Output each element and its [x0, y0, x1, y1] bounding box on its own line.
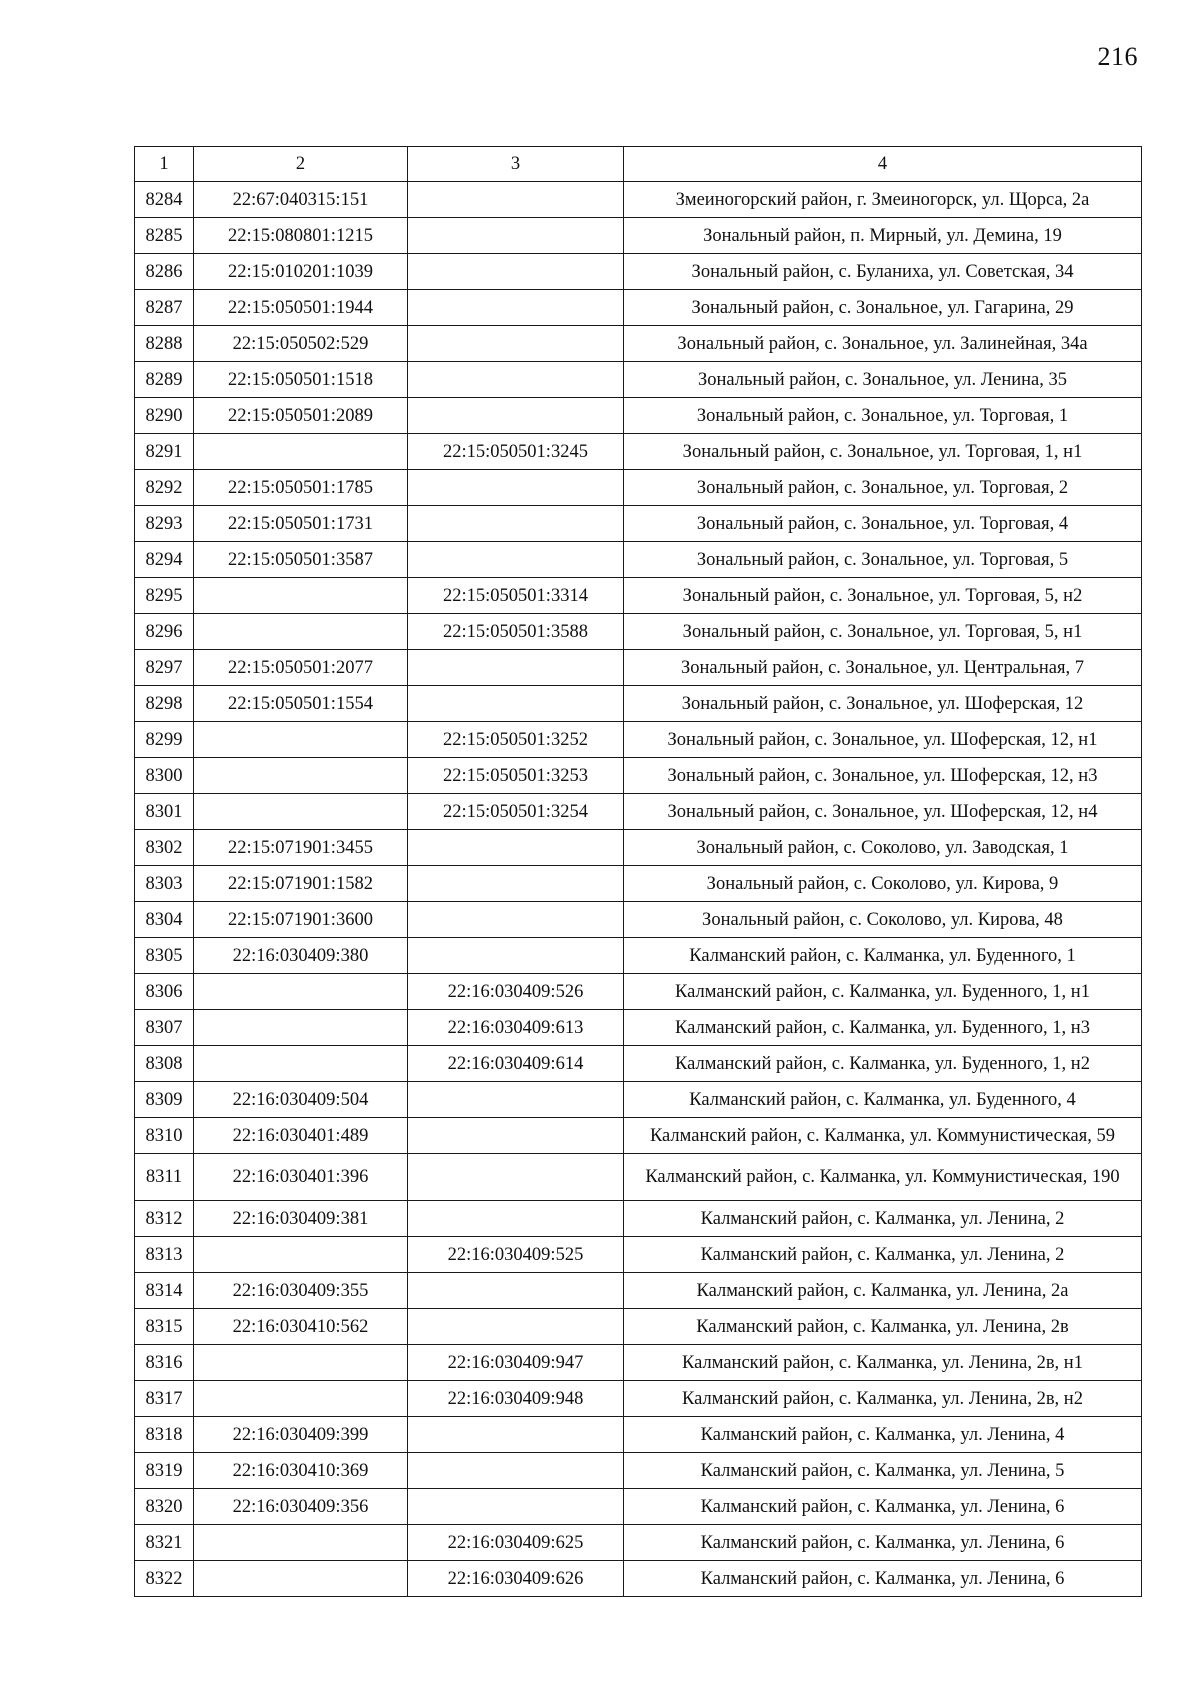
row-number-cell: 8294	[135, 542, 194, 578]
cadastral-number-cell: 22:15:080801:1215	[194, 218, 408, 254]
row-number-cell: 8312	[135, 1201, 194, 1237]
table-row	[135, 830, 1142, 866]
row-number-cell: 8304	[135, 902, 194, 938]
sub-cadastral-number-cell	[408, 686, 624, 722]
address-cell: Зональный район, с. Зональное, ул. Шоферская, 12, н3	[624, 758, 1142, 794]
row-number-cell: 8287	[135, 290, 194, 326]
row-number-cell: 8322	[135, 1561, 194, 1597]
table-row	[135, 326, 1142, 362]
address-cell: Зональный район, с. Зональное, ул. Торговая, 4	[624, 506, 1142, 542]
row-number-cell: 8314	[135, 1273, 194, 1309]
table-row	[135, 650, 1142, 686]
row-number-cell: 8316	[135, 1345, 194, 1381]
address-cell: Зональный район, с. Соколово, ул. Заводская, 1	[624, 830, 1142, 866]
address-cell: Калманский район, с. Калманка, ул. Буденного, 1, н3	[624, 1010, 1142, 1046]
address-cell: Зональный район, с. Зональное, ул. Центральная, 7	[624, 650, 1142, 686]
row-number-cell: 8317	[135, 1381, 194, 1417]
sub-cadastral-number-cell	[408, 1082, 624, 1118]
cadastral-number-cell: 22:15:050501:1518	[194, 362, 408, 398]
row-number-cell: 8319	[135, 1453, 194, 1489]
sub-cadastral-number-cell: 22:15:050501:3245	[408, 434, 624, 470]
table-body	[135, 182, 1142, 1597]
sub-cadastral-number-cell: 22:16:030409:614	[408, 1046, 624, 1082]
row-number-cell: 8313	[135, 1237, 194, 1273]
table-row	[135, 542, 1142, 578]
cadastral-number-cell: 22:15:050501:2077	[194, 650, 408, 686]
table-row	[135, 1237, 1142, 1273]
cadastral-number-cell: 22:15:050501:1944	[194, 290, 408, 326]
row-number-cell: 8310	[135, 1118, 194, 1154]
page-number: 216	[1097, 42, 1138, 71]
row-number-cell: 8289	[135, 362, 194, 398]
address-cell: Калманский район, с. Калманка, ул. Ленина, 2	[624, 1237, 1142, 1273]
address-cell: Калманский район, с. Калманка, ул. Ленина, 2	[624, 1201, 1142, 1237]
row-number-cell: 8290	[135, 398, 194, 434]
address-cell: Змеиногорский район, г. Змеиногорск, ул. Щорса, 2а	[624, 182, 1142, 218]
address-cell: Калманский район, с. Калманка, ул. Коммунистическая, 190	[624, 1154, 1142, 1201]
table-row	[135, 254, 1142, 290]
table-row	[135, 470, 1142, 506]
table-row	[135, 686, 1142, 722]
address-cell: Зональный район, с. Зональное, ул. Торговая, 5, н1	[624, 614, 1142, 650]
address-cell: Калманский район, с. Калманка, ул. Буденного, 1, н1	[624, 974, 1142, 1010]
cadastral-number-cell: 22:15:071901:3455	[194, 830, 408, 866]
table-row	[135, 1525, 1142, 1561]
cadastral-number-cell	[194, 1046, 408, 1082]
row-number-cell: 8292	[135, 470, 194, 506]
table-row	[135, 506, 1142, 542]
cadastral-number-cell: 22:16:030409:381	[194, 1201, 408, 1237]
row-number-cell: 8293	[135, 506, 194, 542]
table-row	[135, 578, 1142, 614]
address-cell: Зональный район, с. Зональное, ул. Торговая, 2	[624, 470, 1142, 506]
sub-cadastral-number-cell: 22:16:030409:947	[408, 1345, 624, 1381]
row-number-cell: 8296	[135, 614, 194, 650]
address-cell: Калманский район, с. Калманка, ул. Буденного, 1, н2	[624, 1046, 1142, 1082]
cadastral-number-cell: 22:15:050501:3587	[194, 542, 408, 578]
table-row	[135, 182, 1142, 218]
row-number-cell: 8298	[135, 686, 194, 722]
address-cell: Зональный район, с. Зональное, ул. Торговая, 1, н1	[624, 434, 1142, 470]
address-cell: Зональный район, с. Зональное, ул. Шоферская, 12, н1	[624, 722, 1142, 758]
sub-cadastral-number-cell: 22:16:030409:525	[408, 1237, 624, 1273]
table-row	[135, 1309, 1142, 1345]
cadastral-number-cell: 22:15:071901:3600	[194, 902, 408, 938]
table-row	[135, 1489, 1142, 1525]
cadastral-number-cell: 22:15:010201:1039	[194, 254, 408, 290]
table-row	[135, 1082, 1142, 1118]
sub-cadastral-number-cell: 22:15:050501:3253	[408, 758, 624, 794]
cadastral-number-cell	[194, 434, 408, 470]
address-cell: Зональный район, с. Зональное, ул. Торговая, 1	[624, 398, 1142, 434]
address-cell: Зональный район, с. Зональное, ул. Торговая, 5, н2	[624, 578, 1142, 614]
cadastral-number-cell: 22:16:030401:396	[194, 1154, 408, 1201]
registry-table	[134, 146, 1142, 1597]
row-number-cell: 8301	[135, 794, 194, 830]
cadastral-number-cell: 22:16:030409:504	[194, 1082, 408, 1118]
sub-cadastral-number-cell	[408, 1118, 624, 1154]
sub-cadastral-number-cell	[408, 866, 624, 902]
row-number-cell: 8284	[135, 182, 194, 218]
table-row	[135, 290, 1142, 326]
header-col-3: 3	[408, 147, 624, 182]
sub-cadastral-number-cell	[408, 470, 624, 506]
sub-cadastral-number-cell	[408, 938, 624, 974]
table-row	[135, 1154, 1142, 1201]
sub-cadastral-number-cell	[408, 1273, 624, 1309]
sub-cadastral-number-cell	[408, 650, 624, 686]
row-number-cell: 8318	[135, 1417, 194, 1453]
sub-cadastral-number-cell: 22:16:030409:948	[408, 1381, 624, 1417]
sub-cadastral-number-cell	[408, 542, 624, 578]
address-cell: Калманский район, с. Калманка, ул. Ленина, 2а	[624, 1273, 1142, 1309]
header-col-2: 2	[194, 147, 408, 182]
table-header	[135, 147, 1142, 182]
table-row	[135, 1010, 1142, 1046]
row-number-cell: 8291	[135, 434, 194, 470]
cadastral-number-cell: 22:15:050501:1554	[194, 686, 408, 722]
sub-cadastral-number-cell	[408, 254, 624, 290]
table-row	[135, 902, 1142, 938]
sub-cadastral-number-cell: 22:15:050501:3314	[408, 578, 624, 614]
table-row	[135, 974, 1142, 1010]
cadastral-number-cell: 22:15:050501:1731	[194, 506, 408, 542]
sub-cadastral-number-cell	[408, 902, 624, 938]
row-number-cell: 8307	[135, 1010, 194, 1046]
cadastral-number-cell: 22:15:050502:529	[194, 326, 408, 362]
address-cell: Зональный район, п. Мирный, ул. Демина, 19	[624, 218, 1142, 254]
sub-cadastral-number-cell	[408, 362, 624, 398]
cadastral-number-cell: 22:16:030409:399	[194, 1417, 408, 1453]
cadastral-number-cell	[194, 614, 408, 650]
sub-cadastral-number-cell: 22:16:030409:613	[408, 1010, 624, 1046]
cadastral-number-cell	[194, 1345, 408, 1381]
table-row	[135, 722, 1142, 758]
row-number-cell: 8309	[135, 1082, 194, 1118]
cadastral-number-cell: 22:16:030409:355	[194, 1273, 408, 1309]
table-row	[135, 1201, 1142, 1237]
row-number-cell: 8320	[135, 1489, 194, 1525]
cadastral-number-cell: 22:16:030410:369	[194, 1453, 408, 1489]
address-cell: Зональный район, с. Зональное, ул. Гагарина, 29	[624, 290, 1142, 326]
header-row	[135, 147, 1142, 182]
row-number-cell: 8285	[135, 218, 194, 254]
sub-cadastral-number-cell	[408, 1201, 624, 1237]
address-cell: Калманский район, с. Калманка, ул. Ленина, 5	[624, 1453, 1142, 1489]
row-number-cell: 8286	[135, 254, 194, 290]
header-col-4: 4	[624, 147, 1142, 182]
address-cell: Калманский район, с. Калманка, ул. Буденного, 4	[624, 1082, 1142, 1118]
address-cell: Зональный район, с. Соколово, ул. Кирова, 48	[624, 902, 1142, 938]
table-row	[135, 1046, 1142, 1082]
address-cell: Зональный район, с. Зональное, ул. Залинейная, 34а	[624, 326, 1142, 362]
address-cell: Калманский район, с. Калманка, ул. Ленина, 6	[624, 1489, 1142, 1525]
sub-cadastral-number-cell	[408, 1489, 624, 1525]
row-number-cell: 8321	[135, 1525, 194, 1561]
sub-cadastral-number-cell: 22:15:050501:3254	[408, 794, 624, 830]
row-number-cell: 8303	[135, 866, 194, 902]
sub-cadastral-number-cell	[408, 1417, 624, 1453]
row-number-cell: 8315	[135, 1309, 194, 1345]
cadastral-number-cell: 22:15:050501:1785	[194, 470, 408, 506]
address-cell: Зональный район, с. Буланиха, ул. Советская, 34	[624, 254, 1142, 290]
cadastral-number-cell	[194, 722, 408, 758]
address-cell: Калманский район, с. Калманка, ул. Ленина, 6	[624, 1561, 1142, 1597]
cadastral-number-cell	[194, 974, 408, 1010]
address-cell: Зональный район, с. Зональное, ул. Шоферская, 12, н4	[624, 794, 1142, 830]
sub-cadastral-number-cell	[408, 1309, 624, 1345]
cadastral-number-cell: 22:15:050501:2089	[194, 398, 408, 434]
table-row	[135, 1417, 1142, 1453]
address-cell: Зональный район, с. Зональное, ул. Ленина, 35	[624, 362, 1142, 398]
table-row	[135, 1273, 1142, 1309]
address-cell: Калманский район, с. Калманка, ул. Ленина, 2в, н1	[624, 1345, 1142, 1381]
table-row	[135, 218, 1142, 254]
table-row	[135, 434, 1142, 470]
cadastral-number-cell	[194, 1525, 408, 1561]
row-number-cell: 8299	[135, 722, 194, 758]
row-number-cell: 8308	[135, 1046, 194, 1082]
sub-cadastral-number-cell	[408, 218, 624, 254]
sub-cadastral-number-cell	[408, 290, 624, 326]
cadastral-number-cell	[194, 1010, 408, 1046]
address-cell: Зональный район, с. Соколово, ул. Кирова, 9	[624, 866, 1142, 902]
table-row	[135, 794, 1142, 830]
sub-cadastral-number-cell	[408, 506, 624, 542]
cadastral-number-cell	[194, 794, 408, 830]
cadastral-number-cell	[194, 1237, 408, 1273]
sub-cadastral-number-cell: 22:15:050501:3588	[408, 614, 624, 650]
cadastral-number-cell	[194, 1381, 408, 1417]
row-number-cell: 8302	[135, 830, 194, 866]
cadastral-number-cell: 22:16:030409:380	[194, 938, 408, 974]
table-row	[135, 1381, 1142, 1417]
address-cell: Калманский район, с. Калманка, ул. Ленина, 6	[624, 1525, 1142, 1561]
sub-cadastral-number-cell: 22:16:030409:626	[408, 1561, 624, 1597]
cadastral-number-cell: 22:15:071901:1582	[194, 866, 408, 902]
row-number-cell: 8297	[135, 650, 194, 686]
cadastral-number-cell: 22:67:040315:151	[194, 182, 408, 218]
sub-cadastral-number-cell	[408, 398, 624, 434]
table-row	[135, 398, 1142, 434]
sub-cadastral-number-cell: 22:15:050501:3252	[408, 722, 624, 758]
row-number-cell: 8300	[135, 758, 194, 794]
sub-cadastral-number-cell	[408, 1154, 624, 1201]
sub-cadastral-number-cell	[408, 830, 624, 866]
cadastral-number-cell: 22:16:030401:489	[194, 1118, 408, 1154]
cadastral-number-cell	[194, 578, 408, 614]
address-cell: Зональный район, с. Зональное, ул. Торговая, 5	[624, 542, 1142, 578]
address-cell: Калманский район, с. Калманка, ул. Ленина, 2в	[624, 1309, 1142, 1345]
cadastral-number-cell: 22:16:030410:562	[194, 1309, 408, 1345]
table-row	[135, 758, 1142, 794]
table-row	[135, 1118, 1142, 1154]
address-cell: Зональный район, с. Зональное, ул. Шоферская, 12	[624, 686, 1142, 722]
table-row	[135, 614, 1142, 650]
cadastral-number-cell	[194, 758, 408, 794]
table-row	[135, 866, 1142, 902]
row-number-cell: 8311	[135, 1154, 194, 1201]
row-number-cell: 8288	[135, 326, 194, 362]
table-row	[135, 362, 1142, 398]
header-col-1: 1	[135, 147, 194, 182]
sub-cadastral-number-cell: 22:16:030409:625	[408, 1525, 624, 1561]
address-cell: Калманский район, с. Калманка, ул. Ленина, 2в, н2	[624, 1381, 1142, 1417]
row-number-cell: 8305	[135, 938, 194, 974]
row-number-cell: 8295	[135, 578, 194, 614]
sub-cadastral-number-cell	[408, 1453, 624, 1489]
table-row	[135, 938, 1142, 974]
sub-cadastral-number-cell	[408, 326, 624, 362]
table-row	[135, 1561, 1142, 1597]
table-row	[135, 1345, 1142, 1381]
address-cell: Калманский район, с. Калманка, ул. Коммунистическая, 59	[624, 1118, 1142, 1154]
sub-cadastral-number-cell	[408, 182, 624, 218]
cadastral-number-cell	[194, 1561, 408, 1597]
address-cell: Калманский район, с. Калманка, ул. Буденного, 1	[624, 938, 1142, 974]
cadastral-number-cell: 22:16:030409:356	[194, 1489, 408, 1525]
sub-cadastral-number-cell: 22:16:030409:526	[408, 974, 624, 1010]
row-number-cell: 8306	[135, 974, 194, 1010]
address-cell: Калманский район, с. Калманка, ул. Ленина, 4	[624, 1417, 1142, 1453]
table-row	[135, 1453, 1142, 1489]
